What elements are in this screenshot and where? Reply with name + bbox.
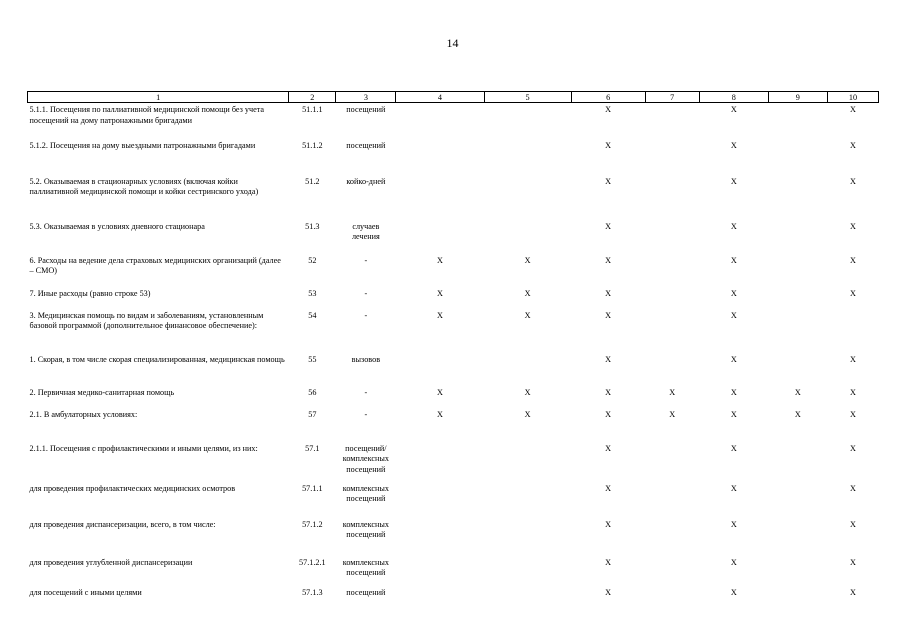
table-cell — [645, 287, 699, 309]
table-cell: X — [849, 557, 856, 567]
table-cell — [768, 482, 827, 518]
table-cell: X — [730, 176, 737, 186]
table-cell: X — [730, 519, 737, 529]
table-cell — [768, 309, 827, 353]
table-cell: комплексных посещений — [342, 483, 389, 503]
table-cell: 51.1.1 — [302, 105, 323, 114]
table-cell: X — [849, 105, 856, 114]
table-cell: 2.1.1. Посещения с профилактическими и иными целями, из них: — [29, 443, 258, 453]
table-cell — [484, 482, 571, 518]
table-cell: X — [849, 519, 856, 529]
table-cell: посещений — [346, 587, 386, 597]
table-row — [28, 353, 879, 386]
table-cell: 5.2. Оказываемая в стационарных условиях (включая койки паллиативной медицинской помощи и койки сестринского ухода) — [29, 176, 259, 196]
table-cell: 57 — [308, 409, 317, 419]
table-cell: 55 — [308, 354, 317, 364]
table-cell: X — [436, 409, 443, 419]
table-row — [28, 103, 879, 139]
table-cell: 56 — [308, 387, 317, 397]
table-cell: 57.1 — [305, 443, 320, 453]
table-cell — [396, 556, 484, 586]
column-header: 10 — [827, 92, 878, 103]
table-cell — [645, 586, 699, 604]
table-cell: X — [605, 387, 612, 397]
table-cell: X — [730, 221, 737, 231]
table-cell: комплексных посещений — [342, 519, 389, 539]
table-cell: X — [730, 288, 737, 298]
table-cell — [768, 586, 827, 604]
table-cell — [645, 103, 699, 139]
table-row — [28, 309, 879, 353]
table-cell: X — [849, 354, 856, 364]
table-cell: для проведения углубленной диспансеризации — [29, 557, 193, 567]
column-header: 4 — [396, 92, 484, 103]
table-cell — [484, 220, 571, 254]
table-cell: койко-дней — [346, 176, 386, 186]
column-header: 6 — [571, 92, 645, 103]
table-cell: 57.1.2 — [302, 519, 323, 529]
table-cell: - — [364, 288, 368, 298]
table-cell: случаев лечения — [351, 221, 380, 241]
table-cell: X — [436, 310, 443, 320]
table-row — [28, 287, 879, 309]
table-cell: - — [364, 255, 368, 265]
table-row — [28, 175, 879, 220]
table-cell: X — [524, 387, 531, 397]
table-cell: X — [730, 587, 737, 597]
table-cell: 2.1. В амбулаторных условиях: — [29, 409, 138, 419]
table-cell — [645, 220, 699, 254]
table-row — [28, 220, 879, 254]
table-cell — [768, 139, 827, 175]
table-cell — [396, 353, 484, 386]
table-cell — [484, 442, 571, 482]
table-header-row — [28, 92, 879, 103]
table-row — [28, 442, 879, 482]
table-cell — [396, 482, 484, 518]
table-cell — [768, 287, 827, 309]
table-cell: 57.1.1 — [302, 483, 323, 493]
table-cell — [768, 175, 827, 220]
table-cell: X — [524, 288, 531, 298]
table-cell — [645, 254, 699, 287]
table-cell — [645, 556, 699, 586]
table-cell: X — [849, 176, 856, 186]
table-cell: для проведения диспансеризации, всего, в том числе: — [29, 519, 216, 529]
table-cell: 54 — [308, 310, 317, 320]
table-cell: X — [794, 409, 801, 419]
table-row — [28, 586, 879, 604]
table-cell: для посещений с иными целями — [29, 587, 142, 597]
table-cell — [645, 482, 699, 518]
table-cell: 52 — [308, 255, 317, 265]
table-cell: 5.1.2. Посещения на дому выездными патронажными бригадами — [29, 140, 256, 150]
column-header: 8 — [699, 92, 768, 103]
table-cell — [645, 139, 699, 175]
table-cell: X — [605, 176, 612, 186]
table-cell: X — [605, 519, 612, 529]
table-cell: X — [849, 387, 856, 397]
table-cell: X — [605, 105, 612, 114]
table-cell — [768, 220, 827, 254]
column-header: 9 — [768, 92, 827, 103]
table-row — [28, 254, 879, 287]
table-cell: X — [524, 409, 531, 419]
table-cell — [484, 586, 571, 604]
table-cell: X — [524, 310, 531, 320]
table-cell: X — [605, 255, 612, 265]
table-cell: 51.1.2 — [302, 140, 323, 150]
table-cell: X — [605, 140, 612, 150]
table-cell: X — [730, 105, 737, 114]
table-cell: для проведения профилактических медицинских осмотров — [29, 483, 236, 493]
table-cell: X — [669, 409, 676, 419]
table-cell: X — [849, 140, 856, 150]
table-cell: X — [605, 557, 612, 567]
table-cell — [484, 353, 571, 386]
table-cell: X — [436, 387, 443, 397]
table-cell: 3. Медицинская помощь по видам и заболеваниям, установленным базовой программой (дополнительное финансовое обеспечение): — [29, 310, 264, 330]
table-cell: вызовов — [351, 354, 381, 364]
table-row — [28, 386, 879, 408]
table-cell — [396, 139, 484, 175]
table-row — [28, 518, 879, 556]
table-cell: X — [524, 255, 531, 265]
table-cell: X — [730, 483, 737, 493]
table-cell: - — [364, 387, 368, 397]
table-cell: 6. Расходы на ведение дела страховых медицинских организаций (далее – СМО) — [29, 255, 281, 275]
table-cell: посещений — [346, 105, 386, 114]
table-cell: X — [669, 387, 676, 397]
table-cell: 7. Иные расходы (равно строке 53) — [29, 288, 151, 298]
table-cell: X — [794, 387, 801, 397]
table-row — [28, 139, 879, 175]
table-cell: X — [849, 221, 856, 231]
table-cell — [484, 518, 571, 556]
table-cell: X — [730, 387, 737, 397]
table-cell — [768, 442, 827, 482]
table-cell — [645, 353, 699, 386]
table-cell: 1. Скорая, в том числе скорая специализированная, медицинская помощь — [29, 354, 285, 364]
table-cell: X — [730, 140, 737, 150]
page-number: 14 — [446, 36, 459, 50]
table-cell: комплексных посещений — [342, 557, 389, 577]
table-cell — [768, 556, 827, 586]
table-cell: посещений/ комплексных посещений — [342, 443, 389, 474]
table-cell: X — [849, 587, 856, 597]
table-cell: X — [849, 409, 856, 419]
table-cell: X — [730, 255, 737, 265]
table-row — [28, 556, 879, 586]
table-cell: X — [730, 354, 737, 364]
table-cell — [484, 103, 571, 139]
table-cell — [645, 175, 699, 220]
table-cell — [645, 442, 699, 482]
table-cell — [484, 139, 571, 175]
column-header: 3 — [336, 92, 396, 103]
table-cell: X — [849, 443, 856, 453]
column-header: 5 — [484, 92, 571, 103]
table-cell — [645, 518, 699, 556]
table-cell — [484, 556, 571, 586]
table-cell — [827, 309, 878, 353]
table-row — [28, 482, 879, 518]
table-cell: X — [849, 288, 856, 298]
table-cell: X — [605, 221, 612, 231]
data-table — [27, 91, 879, 604]
table-cell: X — [605, 310, 612, 320]
table-cell: X — [605, 288, 612, 298]
table-cell: X — [436, 288, 443, 298]
table-cell: посещений — [346, 140, 386, 150]
table-cell — [645, 309, 699, 353]
table-cell: 57.1.3 — [302, 587, 323, 597]
table-cell: 57.1.2.1 — [299, 557, 326, 567]
table-cell — [484, 175, 571, 220]
table-cell: 5.1.1. Посещения по паллиативной медицинской помощи без учета посещений на дому патронажными бригадами — [29, 105, 265, 125]
table-row — [28, 408, 879, 442]
table-cell — [768, 518, 827, 556]
table-cell — [396, 586, 484, 604]
table-cell — [396, 103, 484, 139]
table-cell — [768, 103, 827, 139]
table-cell: X — [436, 255, 443, 265]
table-cell — [768, 353, 827, 386]
table-cell: - — [364, 310, 368, 320]
table-cell: X — [605, 354, 612, 364]
table-cell — [396, 442, 484, 482]
table-cell: 5.3. Оказываемая в условиях дневного стационара — [29, 221, 205, 231]
table-cell: X — [730, 557, 737, 567]
table-cell: 2. Первичная медико-санитарная помощь — [29, 387, 175, 397]
table-cell: X — [605, 443, 612, 453]
table-cell — [396, 220, 484, 254]
table-cell: X — [730, 443, 737, 453]
table-cell: X — [849, 255, 856, 265]
table-cell — [396, 175, 484, 220]
table-cell — [396, 518, 484, 556]
table-cell: 51.2 — [305, 176, 320, 186]
table-cell: X — [730, 310, 737, 320]
column-header: 2 — [289, 92, 336, 103]
table-cell: 53 — [308, 288, 317, 298]
table-cell: - — [364, 409, 368, 419]
table-cell: X — [730, 409, 737, 419]
table-cell: X — [605, 409, 612, 419]
table-cell: X — [849, 483, 856, 493]
column-header: 7 — [645, 92, 699, 103]
table-cell: X — [605, 587, 612, 597]
column-header: 1 — [28, 92, 289, 103]
table-cell: 51.3 — [305, 221, 320, 231]
table-cell — [768, 254, 827, 287]
table-cell: X — [605, 483, 612, 493]
